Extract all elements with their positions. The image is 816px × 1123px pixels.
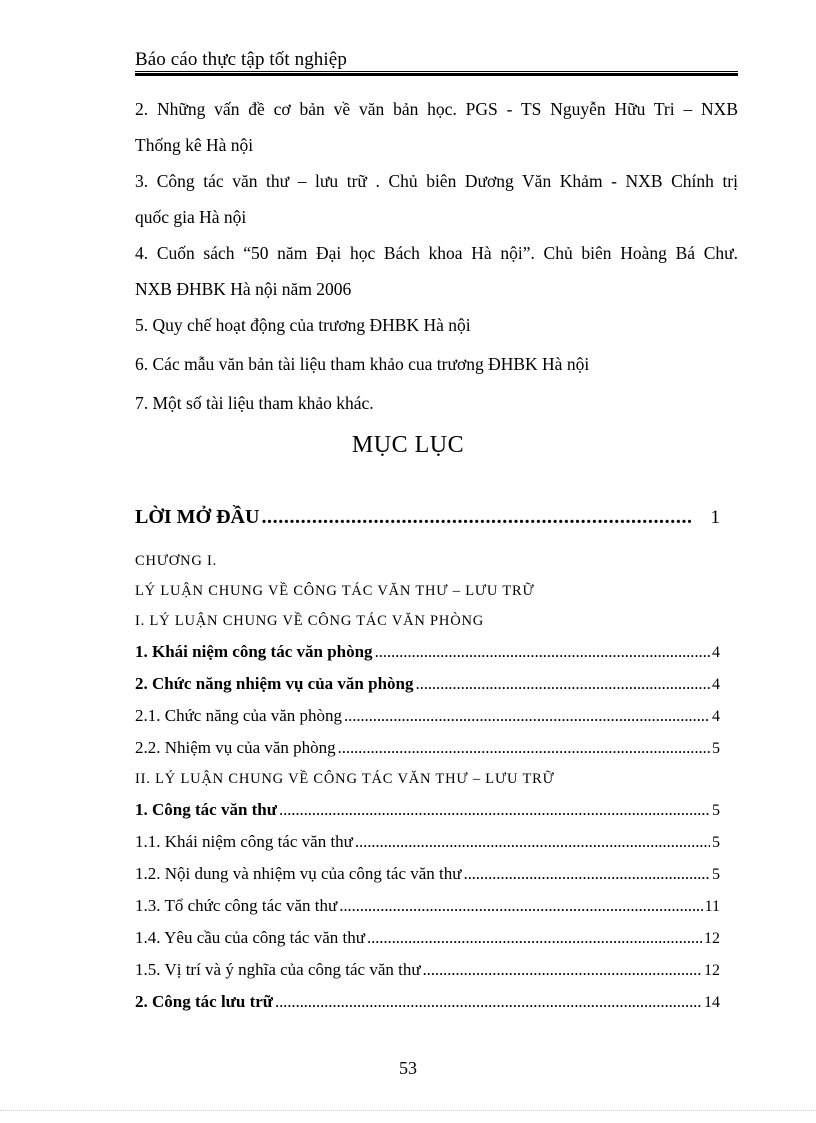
reference-item	[135, 350, 738, 389]
toc-entry[interactable]	[135, 826, 720, 858]
page-bottom-border	[0, 1110, 816, 1112]
reference-list	[135, 95, 738, 428]
toc-chapter-label: CHƯƠNG I.	[135, 553, 218, 569]
header-rule-thick	[135, 73, 738, 76]
toc-section-heading: I. LÝ LUẬN CHUNG VỀ CÔNG TÁC VĂN PHÒNG	[135, 613, 485, 629]
toc-entry-text: 1.5. Vị trí và ý nghĩa của công tác văn thư	[135, 960, 421, 979]
table-of-contents	[135, 506, 720, 1018]
dot-leader	[339, 890, 702, 922]
toc-page-number: 1	[710, 507, 720, 528]
toc-page-number: 5	[712, 866, 720, 883]
toc-page-number: 5	[712, 802, 720, 819]
toc-entry-text: 2. Công tác lưu trữ	[135, 992, 273, 1011]
toc-entry[interactable]	[135, 732, 720, 764]
toc-entry-text: 2.1. Chức năng của văn phòng	[135, 706, 343, 725]
toc-page-number: 14	[704, 994, 720, 1011]
toc-entry-text: 1.2. Nội dung và nhiệm vụ của công tác văn thư	[135, 864, 462, 883]
dot-leader	[375, 636, 710, 668]
reference-line: Thống kê Hà nội	[135, 135, 254, 155]
toc-entry-text: LỜI MỞ ĐẦU	[135, 506, 260, 528]
toc-entry-text: 2. Chức năng nhiệm vụ của văn phòng	[135, 674, 414, 693]
toc-page-number: 12	[704, 930, 720, 947]
toc-entry-text: 1. Khái niệm công tác văn phòng	[135, 642, 373, 661]
toc-entry[interactable]	[135, 794, 720, 826]
dot-leader	[279, 794, 710, 826]
dot-leader	[463, 858, 710, 890]
toc-page-number: 12	[704, 962, 720, 979]
toc-entry[interactable]	[135, 922, 720, 954]
toc-title: MỤC LỤC	[351, 432, 465, 458]
reference-line: 4. Cuốn sách “50 năm Đại học Bách khoa Hà nội”. Chủ biên Hoàng Bá Chư.	[135, 243, 738, 263]
reference-line: quốc gia Hà nội	[135, 207, 247, 227]
reference-item	[135, 167, 738, 239]
toc-section-heading: II. LÝ LUẬN CHUNG VỀ CÔNG TÁC VĂN THƯ – LƯU TRỮ	[135, 771, 555, 787]
reference-line: 2. Những vấn đề cơ bản về văn bản học. PGS - TS Nguyễn Hữu Tri – NXB	[135, 99, 738, 119]
reference-item	[135, 239, 738, 311]
dot-leader	[355, 826, 710, 858]
toc-page-number: 4	[712, 644, 720, 661]
dot-leader	[423, 954, 702, 986]
reference-item	[135, 95, 738, 167]
page-header-title: Báo cáo thực tập tốt nghiệp	[135, 49, 347, 70]
toc-intro-row[interactable]	[135, 506, 720, 546]
toc-entry[interactable]	[135, 636, 720, 668]
toc-page-number: 4	[712, 708, 720, 725]
reference-line: 6. Các mẫu văn bản tài liệu tham khảo cua trương ĐHBK Hà nội	[135, 354, 590, 374]
toc-chapter-title: LÝ LUẬN CHUNG VỀ CÔNG TÁC VĂN THƯ – LƯU TRỮ	[135, 583, 535, 599]
toc-entry-text: 1.4. Yêu cầu của công tác văn thư	[135, 928, 365, 947]
header-rule	[135, 71, 738, 72]
toc-entry[interactable]	[135, 668, 720, 700]
toc-entries-section-1	[135, 636, 720, 764]
reference-line: 5. Quy chế hoạt động của trương ĐHBK Hà nội	[135, 315, 471, 335]
toc-entry-text: 2.2. Nhiệm vụ của văn phòng	[135, 738, 336, 757]
dot-leader	[416, 668, 711, 700]
reference-item	[135, 389, 738, 428]
toc-entry-text: 1.3. Tổ chức công tác văn thư	[135, 896, 338, 915]
toc-entry[interactable]	[135, 954, 720, 986]
dot-leader	[367, 922, 702, 954]
toc-page-number: 11	[704, 898, 720, 915]
toc-entry[interactable]	[135, 858, 720, 890]
toc-page-number: 4	[712, 676, 720, 693]
dot-leader	[275, 986, 702, 1018]
toc-entry[interactable]	[135, 890, 720, 922]
dot-leader	[344, 700, 710, 732]
toc-entry-text: 1.1. Khái niệm công tác văn thư	[135, 832, 353, 851]
toc-entries-section-2	[135, 794, 720, 1018]
reference-line: 7. Một số tài liệu tham khảo khác.	[135, 393, 374, 413]
toc-page-number: 5	[712, 740, 720, 757]
reference-line: 3. Công tác văn thư – lưu trữ . Chủ biên Dương Văn Khảm - NXB Chính trị	[135, 171, 738, 191]
dot-leader	[261, 506, 690, 529]
toc-entry[interactable]	[135, 986, 720, 1018]
page-number: 53	[399, 1058, 417, 1078]
toc-entry[interactable]	[135, 700, 720, 732]
toc-entry-text: 1. Công tác văn thư	[135, 800, 277, 819]
reference-line: NXB ĐHBK Hà nội năm 2006	[135, 279, 352, 299]
toc-page-number: 5	[712, 834, 720, 851]
dot-leader	[338, 732, 710, 764]
reference-item	[135, 311, 738, 350]
